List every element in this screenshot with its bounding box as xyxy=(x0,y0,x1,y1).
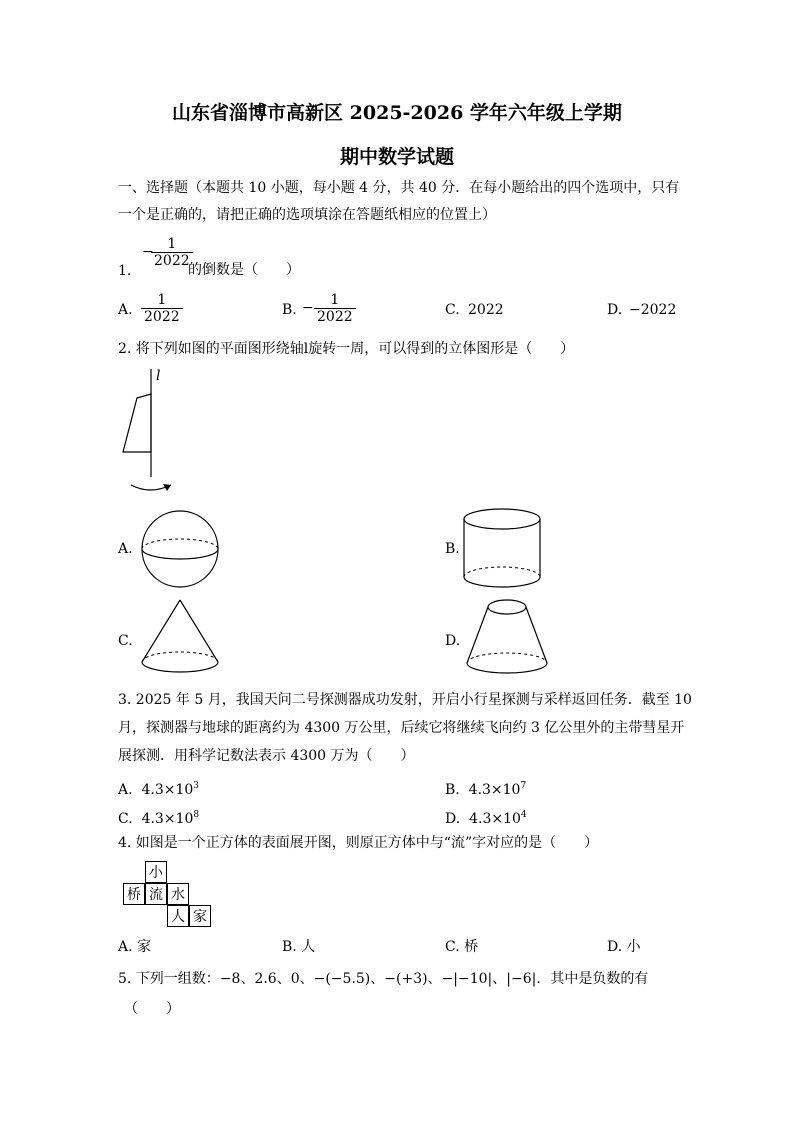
q5-line2: （ ） xyxy=(124,1001,180,1017)
q1-fraction-numerator: 1 xyxy=(167,236,177,252)
q3-option-d-exponent: 4 xyxy=(520,810,527,820)
q1-option-b-minus: − xyxy=(302,300,314,316)
q2-stem: 2. 将下列如图的平面图形绕轴l旋转一周，可以得到的立体图形是（ ） xyxy=(118,341,575,357)
q3-option-a-label: A. xyxy=(118,782,133,798)
q1-option-b-fraction xyxy=(314,292,356,325)
q2-option-c-label: C. xyxy=(118,633,133,649)
q3-option-b-label: B. xyxy=(445,782,460,798)
q1-option-d-value: −2022 xyxy=(629,302,677,318)
q4-option-b: B. 人 xyxy=(282,939,316,955)
q3-line2: 月，探测器与地球的距离约为 4300 万公里，后续它将继续飞向约 3 亿公里外的主带彗星开 xyxy=(118,720,685,736)
q3-option-c-label: C. xyxy=(118,811,133,827)
q3-option-a xyxy=(118,776,199,800)
q2-option-b-label: B. xyxy=(445,541,460,557)
q3-option-b xyxy=(445,776,526,800)
trapezoid-shape xyxy=(123,394,151,452)
net-cell-row1: 桥 xyxy=(123,883,145,905)
q3-option-a-exponent: 3 xyxy=(193,781,200,791)
q1-option-d-label: D. xyxy=(607,302,623,318)
q2-plane-figure xyxy=(115,365,185,500)
q1-number: 1. xyxy=(118,263,132,279)
q1-minus-sign: − xyxy=(142,244,154,260)
q3-line3: 展探测．用科学记数法表示 4300 万为（ ） xyxy=(118,748,415,764)
q5-line1: 5. 下列一组数：−8、2.6、0、−(−5.5)、−(+3)、−|−10|、|−6|．其中是负数的有 xyxy=(118,971,649,987)
sphere-icon xyxy=(138,508,226,590)
net-cell-row3: 水 xyxy=(167,883,189,905)
net-cell-top: 小 xyxy=(145,861,167,883)
net-cell-row2: 流 xyxy=(145,883,167,905)
cylinder-icon xyxy=(462,505,546,593)
q1-option-b-numerator: 1 xyxy=(330,292,340,308)
q2-option-a-label: A. xyxy=(118,541,133,557)
q3-option-b-exponent: 7 xyxy=(520,781,527,791)
q1-option-b-label: B. xyxy=(282,302,297,318)
net-cell-bottom1: 人 xyxy=(167,905,189,927)
q4-option-a: A. 家 xyxy=(118,939,152,955)
q3-option-d xyxy=(445,805,527,829)
q2-option-d-label: D. xyxy=(445,633,461,649)
q1-option-a-fraction xyxy=(141,292,183,325)
q1-fraction-denominator: 2022 xyxy=(151,252,193,269)
q1-option-a-label: A. xyxy=(118,302,133,318)
q3-line1: 3. 2025 年 5 月，我国天问二号探测器成功发射，开启小行星探测与采样返回任务．截至 10 xyxy=(118,692,692,708)
paper-title-line1: 山东省淄博市高新区 2025-2026 学年六年级上学期 xyxy=(172,102,622,124)
q3-option-c xyxy=(118,805,199,829)
cone-icon xyxy=(138,596,226,678)
q3-option-c-exponent: 8 xyxy=(193,810,200,820)
q4-option-c: C. 桥 xyxy=(445,939,479,955)
q3-option-c-base: 4.3×10 xyxy=(141,811,194,827)
paper-title-line2: 期中数学试题 xyxy=(339,146,454,168)
q3-option-d-base: 4.3×10 xyxy=(469,811,521,827)
q3-option-a-base: 4.3×10 xyxy=(141,782,194,798)
net-cell-bottom2: 家 xyxy=(189,905,211,927)
q3-option-d-label: D. xyxy=(445,811,461,827)
q4-stem: 4. 如图是一个正方体的表面展开图，则原正方体中与“流”字对应的是（ ） xyxy=(118,835,599,851)
section1-instruction-line1: 一、选择题（本题共 10 小题，每小题 4 分，共 40 分．在每小题给出的四个选项中，只有 xyxy=(118,180,680,196)
cube-net-figure xyxy=(120,858,220,930)
axis-label-l: l xyxy=(156,368,161,384)
q1-option-a-denominator: 2022 xyxy=(141,308,183,325)
q3-option-b-base: 4.3×10 xyxy=(468,782,521,798)
frustum-icon xyxy=(462,597,554,681)
q1-option-a-numerator: 1 xyxy=(157,292,167,308)
q1-fraction xyxy=(151,236,193,269)
q1-option-c-label: C. xyxy=(445,302,460,318)
q1-option-b-denominator: 2022 xyxy=(314,308,356,325)
q1-stem: 的倒数是（ ） xyxy=(188,262,300,278)
q1-option-c-value: 2022 xyxy=(468,302,504,318)
q4-option-d: D. 小 xyxy=(607,939,641,955)
section1-instruction-line2: 一个是正确的，请把正确的选项填涂在答题纸相应的位置上） xyxy=(118,207,496,223)
